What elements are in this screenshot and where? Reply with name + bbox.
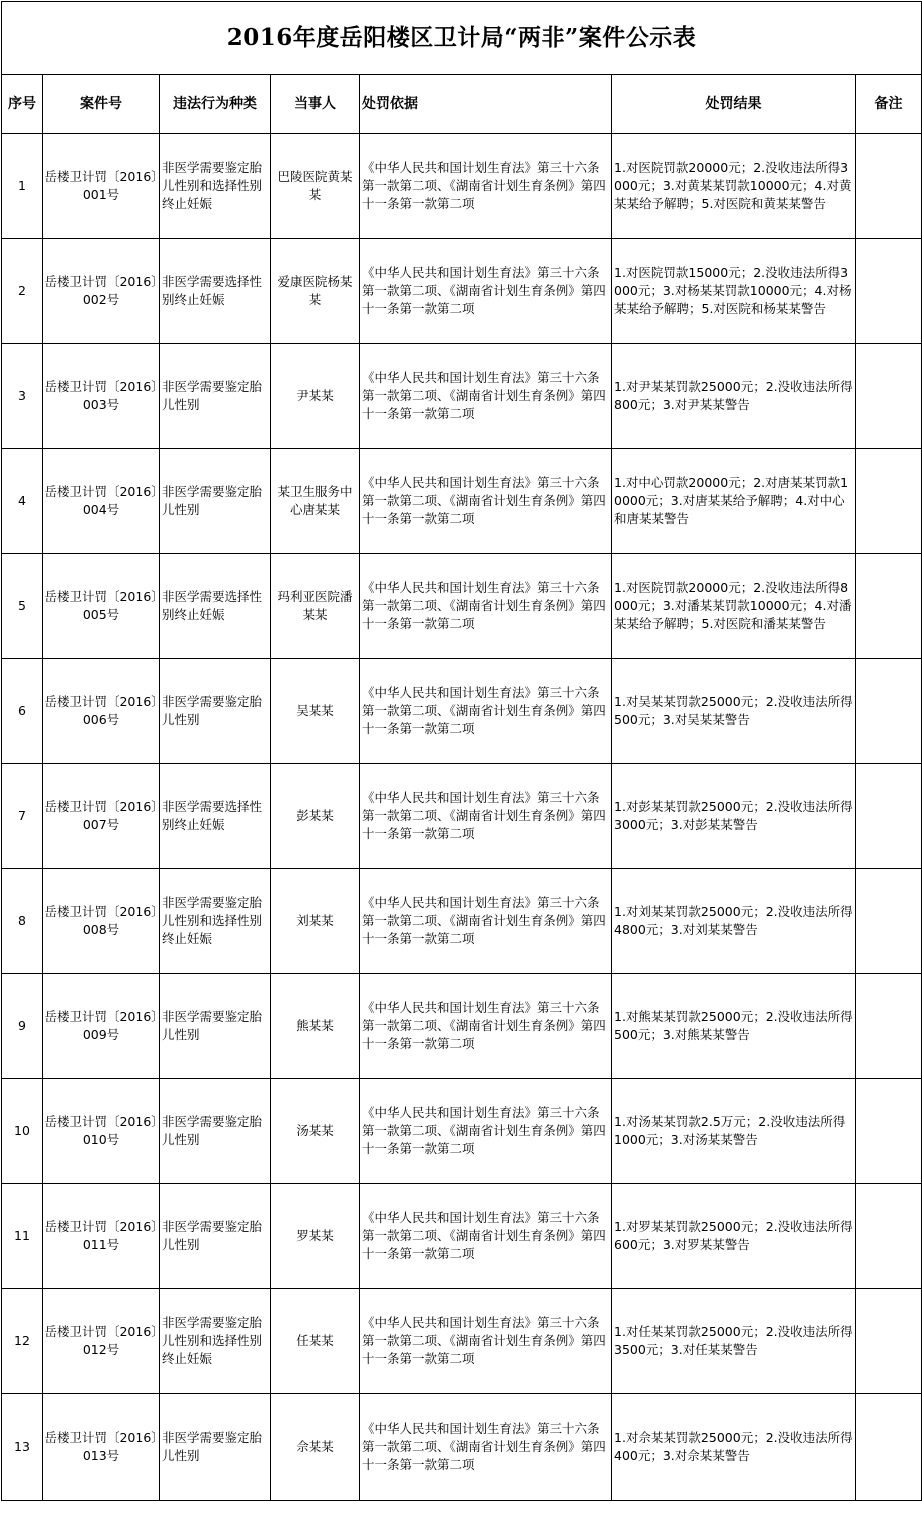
cell-no: 1 — [2, 134, 43, 239]
cell-violation-type: 非医学需要鉴定胎儿性别 — [160, 659, 271, 764]
cell-note — [856, 764, 922, 869]
cell-violation-type: 非医学需要鉴定胎儿性别 — [160, 344, 271, 449]
cell-case-number: 岳楼卫计罚〔2016〕009号 — [43, 974, 160, 1079]
cell-no: 6 — [2, 659, 43, 764]
cell-penalty-basis: 《中华人民共和国计划生育法》第三十六条第一款第二项、《湖南省计划生育条例》第四十一条第一款第二项 — [360, 1394, 612, 1501]
table-row — [2, 1079, 922, 1184]
cell-no: 13 — [2, 1394, 43, 1501]
table-row — [2, 764, 922, 869]
cell-party: 佘某某 — [271, 1394, 360, 1501]
cell-no: 10 — [2, 1079, 43, 1184]
page-title: 2016年度岳阳楼区卫计局“两非”案件公示表 — [2, 2, 922, 75]
cell-no: 12 — [2, 1289, 43, 1394]
table-row — [2, 1289, 922, 1394]
cell-case-number: 岳楼卫计罚〔2016〕005号 — [43, 554, 160, 659]
cell-case-number: 岳楼卫计罚〔2016〕003号 — [43, 344, 160, 449]
cell-note — [856, 1394, 922, 1501]
cell-party: 彭某某 — [271, 764, 360, 869]
cell-note — [856, 449, 922, 554]
cell-note — [856, 1079, 922, 1184]
cell-penalty-result: 1.对吴某某罚款25000元；2.没收违法所得500元；3.对吴某某警告 — [612, 659, 856, 764]
cell-note — [856, 974, 922, 1079]
cell-no: 7 — [2, 764, 43, 869]
table-row — [2, 659, 922, 764]
cell-case-number: 岳楼卫计罚〔2016〕008号 — [43, 869, 160, 974]
cell-penalty-result: 1.对任某某罚款25000元；2.没收违法所得3500元；3.对任某某警告 — [612, 1289, 856, 1394]
header-case: 案件号 — [43, 75, 160, 134]
table-row — [2, 344, 922, 449]
cell-no: 8 — [2, 869, 43, 974]
cell-violation-type: 非医学需要鉴定胎儿性别和选择性别终止妊娠 — [160, 1289, 271, 1394]
cell-penalty-basis: 《中华人民共和国计划生育法》第三十六条第一款第二项、《湖南省计划生育条例》第四十一条第一款第二项 — [360, 554, 612, 659]
cell-penalty-result: 1.对佘某某罚款25000元；2.没收违法所得400元；3.对佘某某警告 — [612, 1394, 856, 1501]
cell-penalty-result: 1.对彭某某罚款25000元；2.没收违法所得3000元；3.对彭某某警告 — [612, 764, 856, 869]
cell-penalty-basis: 《中华人民共和国计划生育法》第三十六条第一款第二项、《湖南省计划生育条例》第四十一条第一款第二项 — [360, 764, 612, 869]
cell-penalty-result: 1.对尹某某罚款25000元；2.没收违法所得800元；3.对尹某某警告 — [612, 344, 856, 449]
cell-violation-type: 非医学需要鉴定胎儿性别 — [160, 1394, 271, 1501]
cell-case-number: 岳楼卫计罚〔2016〕004号 — [43, 449, 160, 554]
cell-case-number: 岳楼卫计罚〔2016〕007号 — [43, 764, 160, 869]
cell-violation-type: 非医学需要鉴定胎儿性别和选择性别终止妊娠 — [160, 134, 271, 239]
cell-penalty-basis: 《中华人民共和国计划生育法》第三十六条第一款第二项、《湖南省计划生育条例》第四十一条第一款第二项 — [360, 1184, 612, 1289]
cell-penalty-basis: 《中华人民共和国计划生育法》第三十六条第一款第二项、《湖南省计划生育条例》第四十一条第一款第二项 — [360, 974, 612, 1079]
cell-case-number: 岳楼卫计罚〔2016〕010号 — [43, 1079, 160, 1184]
case-table — [1, 1, 922, 1501]
cell-violation-type: 非医学需要选择性别终止妊娠 — [160, 239, 271, 344]
cell-note — [856, 554, 922, 659]
cell-penalty-basis: 《中华人民共和国计划生育法》第三十六条第一款第二项、《湖南省计划生育条例》第四十一条第一款第二项 — [360, 239, 612, 344]
cell-note — [856, 1289, 922, 1394]
cell-penalty-basis: 《中华人民共和国计划生育法》第三十六条第一款第二项、《湖南省计划生育条例》第四十一条第一款第二项 — [360, 1289, 612, 1394]
cell-party: 任某某 — [271, 1289, 360, 1394]
cell-violation-type: 非医学需要选择性别终止妊娠 — [160, 554, 271, 659]
header-party: 当事人 — [271, 75, 360, 134]
cell-case-number: 岳楼卫计罚〔2016〕013号 — [43, 1394, 160, 1501]
cell-party: 汤某某 — [271, 1079, 360, 1184]
header-no: 序号 — [2, 75, 43, 134]
cell-note — [856, 344, 922, 449]
header-note: 备注 — [856, 75, 922, 134]
cell-party: 爱康医院杨某某 — [271, 239, 360, 344]
table-row — [2, 1184, 922, 1289]
header-result: 处罚结果 — [612, 75, 856, 134]
cell-note — [856, 659, 922, 764]
cell-penalty-result: 1.对汤某某罚款2.5万元；2.没收违法所得1000元；3.对汤某某警告 — [612, 1079, 856, 1184]
cell-party: 刘某某 — [271, 869, 360, 974]
cell-violation-type: 非医学需要鉴定胎儿性别 — [160, 1184, 271, 1289]
cell-violation-type: 非医学需要选择性别终止妊娠 — [160, 764, 271, 869]
header-row — [2, 75, 922, 134]
cell-no: 4 — [2, 449, 43, 554]
cell-case-number: 岳楼卫计罚〔2016〕012号 — [43, 1289, 160, 1394]
cell-penalty-basis: 《中华人民共和国计划生育法》第三十六条第一款第二项、《湖南省计划生育条例》第四十一条第一款第二项 — [360, 344, 612, 449]
cell-penalty-result: 1.对罗某某罚款25000元；2.没收违法所得600元；3.对罗某某警告 — [612, 1184, 856, 1289]
table-row — [2, 554, 922, 659]
cell-penalty-basis: 《中华人民共和国计划生育法》第三十六条第一款第二项、《湖南省计划生育条例》第四十一条第一款第二项 — [360, 134, 612, 239]
cell-penalty-basis: 《中华人民共和国计划生育法》第三十六条第一款第二项、《湖南省计划生育条例》第四十一条第一款第二项 — [360, 449, 612, 554]
cell-penalty-result: 1.对中心罚款20000元；2.对唐某某罚款10000元；3.对唐某某给予解聘；4.对中心和唐某某警告 — [612, 449, 856, 554]
cell-no: 3 — [2, 344, 43, 449]
table-row — [2, 869, 922, 974]
cell-no: 11 — [2, 1184, 43, 1289]
table-row — [2, 449, 922, 554]
cell-no: 9 — [2, 974, 43, 1079]
cell-penalty-basis: 《中华人民共和国计划生育法》第三十六条第一款第二项、《湖南省计划生育条例》第四十一条第一款第二项 — [360, 1079, 612, 1184]
cell-note — [856, 134, 922, 239]
cell-case-number: 岳楼卫计罚〔2016〕006号 — [43, 659, 160, 764]
table-row — [2, 1394, 922, 1501]
cell-case-number: 岳楼卫计罚〔2016〕002号 — [43, 239, 160, 344]
header-type: 违法行为种类 — [160, 75, 271, 134]
cell-penalty-result: 1.对医院罚款15000元；2.没收违法所得3000元；3.对杨某某罚款10000元；4.对杨某某给予解聘；5.对医院和杨某某警告 — [612, 239, 856, 344]
table-row — [2, 974, 922, 1079]
cell-violation-type: 非医学需要鉴定胎儿性别 — [160, 974, 271, 1079]
cell-penalty-result: 1.对医院罚款20000元；2.没收违法所得8000元；3.对潘某某罚款10000元；4.对潘某某给予解聘；5.对医院和潘某某警告 — [612, 554, 856, 659]
cell-penalty-result: 1.对刘某某罚款25000元；2.没收违法所得4800元；3.对刘某某警告 — [612, 869, 856, 974]
cell-case-number: 岳楼卫计罚〔2016〕001号 — [43, 134, 160, 239]
cell-party: 熊某某 — [271, 974, 360, 1079]
cell-penalty-result: 1.对医院罚款20000元；2.没收违法所得3000元；3.对黄某某罚款10000元；4.对黄某某给予解聘；5.对医院和黄某某警告 — [612, 134, 856, 239]
cell-violation-type: 非医学需要鉴定胎儿性别 — [160, 449, 271, 554]
cell-violation-type: 非医学需要鉴定胎儿性别 — [160, 1079, 271, 1184]
cell-party: 罗某某 — [271, 1184, 360, 1289]
header-basis: 处罚依据 — [360, 75, 612, 134]
cell-no: 5 — [2, 554, 43, 659]
cell-no: 2 — [2, 239, 43, 344]
table-row — [2, 134, 922, 239]
cell-penalty-basis: 《中华人民共和国计划生育法》第三十六条第一款第二项、《湖南省计划生育条例》第四十一条第一款第二项 — [360, 869, 612, 974]
cell-party: 巴陵医院黄某某 — [271, 134, 360, 239]
cell-note — [856, 1184, 922, 1289]
cell-note — [856, 869, 922, 974]
cell-party: 玛利亚医院潘某某 — [271, 554, 360, 659]
cell-note — [856, 239, 922, 344]
cell-party: 吴某某 — [271, 659, 360, 764]
cell-party: 尹某某 — [271, 344, 360, 449]
cell-penalty-basis: 《中华人民共和国计划生育法》第三十六条第一款第二项、《湖南省计划生育条例》第四十一条第一款第二项 — [360, 659, 612, 764]
cell-case-number: 岳楼卫计罚〔2016〕011号 — [43, 1184, 160, 1289]
cell-party: 某卫生服务中心唐某某 — [271, 449, 360, 554]
cell-violation-type: 非医学需要鉴定胎儿性别和选择性别终止妊娠 — [160, 869, 271, 974]
cell-penalty-result: 1.对熊某某罚款25000元；2.没收违法所得500元；3.对熊某某警告 — [612, 974, 856, 1079]
table-row — [2, 239, 922, 344]
